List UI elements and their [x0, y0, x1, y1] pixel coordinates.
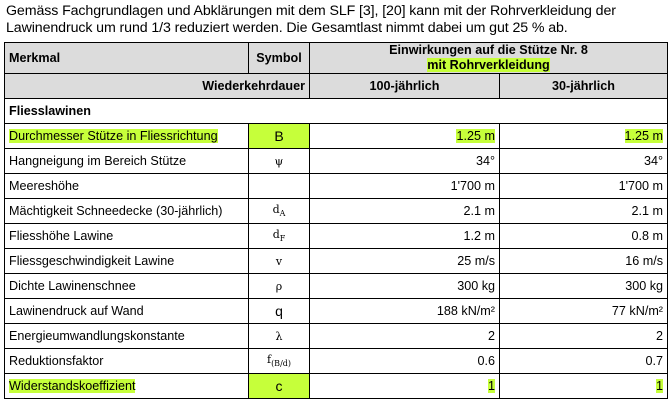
row-value-30 [500, 349, 668, 374]
row-value-30-text: 34° [643, 154, 664, 168]
header-100: 100-jährlich [310, 74, 500, 99]
row-value-100-text: 25 m/s [457, 254, 495, 268]
row-value-30-text: 300 kg [625, 279, 664, 293]
row-label [5, 274, 249, 299]
row-label [5, 299, 249, 324]
row-value-30-text: 1'700 m [618, 179, 664, 193]
row-label [5, 149, 249, 174]
row-symbol-text: ψ [274, 154, 284, 168]
row-value-100 [310, 149, 500, 174]
table-row [5, 299, 668, 324]
row-value-30 [500, 149, 668, 174]
row-value-30-text: 1 [656, 379, 664, 393]
row-label-text: Dichte Lawinenschnee [9, 279, 136, 293]
row-label [5, 324, 249, 349]
table-row [5, 149, 668, 174]
row-value-100 [310, 299, 500, 324]
table-row [5, 224, 668, 249]
row-value-30 [500, 274, 668, 299]
row-value-100-text: 1.25 m [456, 129, 495, 143]
row-label [5, 224, 249, 249]
row-symbol [249, 149, 310, 174]
header-einwirkungen-sub: mit Rohrverkleidung [427, 58, 550, 72]
row-symbol-text: v [275, 254, 283, 268]
row-value-30 [500, 224, 668, 249]
row-value-100-text: 188 kN/m² [436, 304, 495, 318]
row-label-text: Fliesshöhe Lawine [9, 229, 114, 243]
row-symbol [249, 174, 310, 199]
row-label [5, 199, 249, 224]
spec-table [4, 42, 668, 399]
row-value-100 [310, 199, 500, 224]
table-row [5, 374, 668, 399]
row-value-100 [310, 174, 500, 199]
intro-paragraph: Gemäss Fachgrundlagen und Abklärungen mit dem SLF [3], [20] kann mit der Rohrverkleidung der Lawinendruck um rund 1/3 reduziert werden. Die Gesamtlast nimmt dabei um gut 25 % ab. [6, 3, 616, 36]
row-label-text: Meereshöhe [9, 179, 80, 193]
row-value-100 [310, 324, 500, 349]
row-value-30-text: 0.7 [645, 354, 664, 368]
row-label-text: Widerstandskoeffizient [9, 379, 136, 393]
row-value-30 [500, 299, 668, 324]
row-symbol [249, 249, 310, 274]
table-header-row [5, 43, 668, 74]
table-row [5, 124, 668, 149]
row-label-text: Reduktionsfaktor [9, 354, 104, 368]
section-title: Fliesslawinen [5, 99, 668, 124]
row-value-100-text: 2.1 m [463, 204, 495, 218]
row-value-30 [500, 124, 668, 149]
row-label [5, 174, 249, 199]
table-row [5, 349, 668, 374]
row-value-100-text: 34° [475, 154, 495, 168]
row-symbol [249, 324, 310, 349]
section-row [5, 99, 668, 124]
row-value-100 [310, 274, 500, 299]
row-value-100 [310, 374, 500, 399]
row-label [5, 249, 249, 274]
header-einwirkungen-title: Einwirkungen auf die Stütze Nr. 8 [389, 43, 588, 57]
row-value-100 [310, 249, 500, 274]
row-value-30-text: 77 kN/m² [611, 304, 664, 318]
row-symbol [249, 199, 310, 224]
table-row [5, 199, 668, 224]
row-symbol [249, 224, 310, 249]
header-wiederkehr: Wiederkehrdauer [5, 74, 310, 99]
row-symbol [249, 274, 310, 299]
row-label-text: Durchmesser Stütze in Fliessrichtung [9, 129, 218, 143]
row-symbol-text: ρ [275, 279, 283, 293]
row-value-100 [310, 124, 500, 149]
row-value-100-text: 0.6 [477, 354, 495, 368]
table-subheader-row [5, 74, 668, 99]
row-value-30-text: 2 [656, 329, 664, 343]
row-label [5, 349, 249, 374]
row-value-100 [310, 349, 500, 374]
row-symbol-text: q [275, 303, 283, 319]
row-value-30 [500, 174, 668, 199]
row-label [5, 374, 249, 399]
row-label-text: Mächtigkeit Schneedecke (30-jährlich) [9, 204, 223, 218]
row-symbol-text: f [266, 353, 272, 367]
row-symbol-subscript: (B/d) [271, 359, 291, 369]
table-row [5, 274, 668, 299]
row-symbol-text: B [274, 128, 284, 144]
row-symbol [249, 124, 310, 149]
header-merkmal: Merkmal [5, 43, 249, 74]
row-value-100-text: 1.2 m [463, 229, 495, 243]
row-symbol-text: c [275, 378, 283, 394]
row-value-30-text: 16 m/s [625, 254, 664, 268]
row-symbol [249, 349, 310, 374]
row-value-100-text: 2 [487, 329, 495, 343]
row-value-100 [310, 224, 500, 249]
row-value-30-text: 0.8 m [631, 229, 664, 243]
row-symbol-text: d [272, 203, 280, 217]
row-label-text: Lawinendruck auf Wand [9, 304, 144, 318]
row-symbol-subscript: F [279, 234, 286, 244]
table-row [5, 249, 668, 274]
row-value-30-text: 2.1 m [631, 204, 664, 218]
row-value-100-text: 1 [487, 379, 495, 393]
row-symbol [249, 374, 310, 399]
row-value-30 [500, 324, 668, 349]
row-label-text: Hangneigung im Bereich Stütze [9, 154, 187, 168]
row-value-30 [500, 249, 668, 274]
row-symbol [249, 299, 310, 324]
header-symbol: Symbol [249, 43, 310, 74]
row-label-text: Energieumwandlungskonstante [9, 329, 185, 343]
row-value-30-text: 1.25 m [624, 129, 664, 143]
header-einwirkungen [310, 43, 668, 74]
row-symbol-text: λ [275, 329, 283, 343]
row-symbol-text: d [272, 228, 280, 242]
row-value-100-text: 1'700 m [450, 179, 495, 193]
row-value-30 [500, 199, 668, 224]
row-label [5, 124, 249, 149]
row-label-text: Fliessgeschwindigkeit Lawine [9, 254, 175, 268]
table-row [5, 324, 668, 349]
table-row [5, 174, 668, 199]
header-30: 30-jährlich [500, 74, 668, 99]
row-value-100-text: 300 kg [457, 279, 495, 293]
row-value-30 [500, 374, 668, 399]
row-symbol-subscript: A [279, 209, 286, 219]
